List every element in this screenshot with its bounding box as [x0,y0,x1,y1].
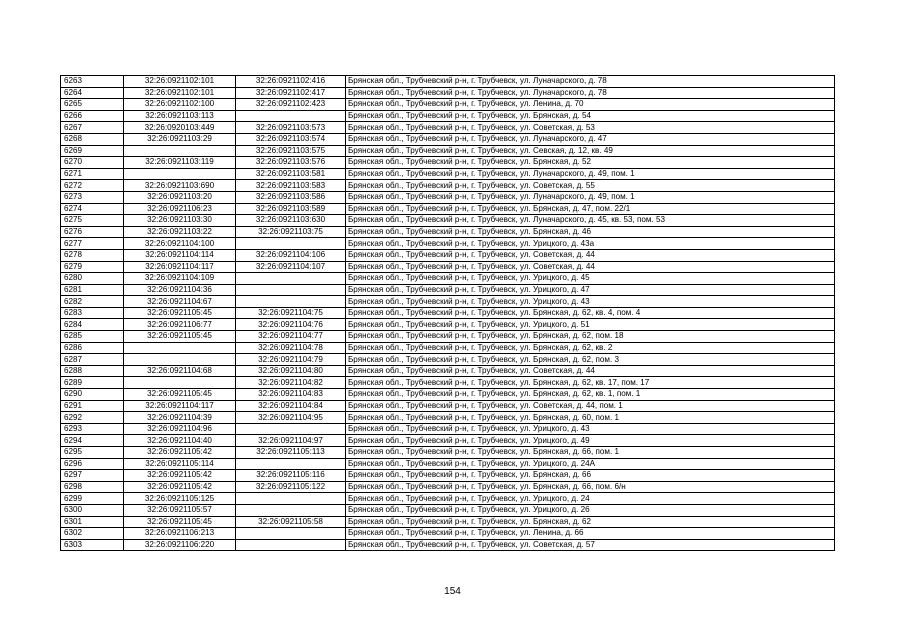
new-cadastral-number-cell [236,284,346,296]
old-cadastral-number-cell [124,168,236,180]
new-cadastral-number-cell: 32:26:0921105:122 [236,481,346,493]
old-cadastral-number-cell [124,342,236,354]
old-cadastral-number-cell: 32:26:0921104:117 [124,261,236,273]
new-cadastral-number-cell [236,296,346,308]
old-cadastral-number-cell: 32:26:0921104:40 [124,435,236,447]
address-cell: Брянская обл., Трубчевский р-н, г. Трубчевск, ул. Луначарского, д. 49, пом. 1 [346,168,835,180]
row-number-cell: 6264 [61,87,124,99]
old-cadastral-number-cell: 32:26:0921104:68 [124,365,236,377]
old-cadastral-number-cell: 32:26:0921104:36 [124,284,236,296]
old-cadastral-number-cell: 32:26:0921105:42 [124,447,236,459]
address-cell: Брянская обл., Трубчевский р-н, г. Трубчевск, ул. Луначарского, д. 78 [346,87,835,99]
old-cadastral-number-cell: 32:26:0921102:101 [124,87,236,99]
row-number-cell: 6282 [61,296,124,308]
table-row [61,447,835,459]
old-cadastral-number-cell: 32:26:0921103:22 [124,226,236,238]
old-cadastral-number-cell: 32:26:0921106:77 [124,319,236,331]
new-cadastral-number-cell [236,458,346,470]
row-number-cell: 6268 [61,133,124,145]
old-cadastral-number-cell [124,377,236,389]
row-number-cell: 6303 [61,539,124,551]
table-row [61,493,835,505]
row-number-cell: 6280 [61,273,124,285]
row-number-cell: 6294 [61,435,124,447]
row-number-cell: 6300 [61,504,124,516]
row-number-cell: 6279 [61,261,124,273]
row-number-cell: 6287 [61,354,124,366]
address-cell: Брянская обл., Трубчевский р-н, г. Трубчевск, ул. Ленина, д. 70 [346,99,835,111]
table-row [61,423,835,435]
table-row [61,215,835,227]
table-row [61,191,835,203]
address-cell: Брянская обл., Трубчевский р-н, г. Трубчевск, ул. Советская, д. 53 [346,122,835,134]
new-cadastral-number-cell: 32:26:0921104:82 [236,377,346,389]
table-row [61,470,835,482]
address-cell: Брянская обл., Трубчевский р-н, г. Трубчевск, ул. Брянская, д. 60, пом. 1 [346,412,835,424]
address-cell: Брянская обл., Трубчевский р-н, г. Трубчевск, ул. Советская, д. 44 [346,365,835,377]
new-cadastral-number-cell: 32:26:0921103:574 [236,133,346,145]
table-row [61,157,835,169]
row-number-cell: 6266 [61,110,124,122]
data-table [60,75,835,551]
row-number-cell: 6298 [61,481,124,493]
row-number-cell: 6293 [61,423,124,435]
address-cell: Брянская обл., Трубчевский р-н, г. Трубчевск, ул. Брянская, д. 62, кв. 1, пом. 1 [346,389,835,401]
new-cadastral-number-cell: 32:26:0921104:79 [236,354,346,366]
old-cadastral-number-cell: 32:26:0921105:125 [124,493,236,505]
new-cadastral-number-cell: 32:26:0921104:84 [236,400,346,412]
old-cadastral-number-cell: 32:26:0921104:109 [124,273,236,285]
address-cell: Брянская обл., Трубчевский р-н, г. Трубчевск, ул. Брянская, д. 62, пом. 18 [346,331,835,343]
table-row [61,516,835,528]
address-cell: Брянская обл., Трубчевский р-н, г. Трубчевск, ул. Севская, д. 12, кв. 49 [346,145,835,157]
table-row [61,180,835,192]
table-row [61,110,835,122]
new-cadastral-number-cell: 32:26:0921104:83 [236,389,346,401]
table-row [61,261,835,273]
address-cell: Брянская обл., Трубчевский р-н, г. Трубчевск, ул. Брянская, д. 62, кв. 2 [346,342,835,354]
table-row [61,76,835,88]
table-row [61,307,835,319]
old-cadastral-number-cell: 32:26:0921102:101 [124,76,236,88]
row-number-cell: 6281 [61,284,124,296]
table-row [61,400,835,412]
row-number-cell: 6272 [61,180,124,192]
table-row [61,528,835,540]
new-cadastral-number-cell [236,238,346,250]
new-cadastral-number-cell: 32:26:0921103:75 [236,226,346,238]
old-cadastral-number-cell: 32:26:0921105:45 [124,331,236,343]
new-cadastral-number-cell: 32:26:0921104:107 [236,261,346,273]
address-cell: Брянская обл., Трубчевский р-н, г. Трубчевск, ул. Брянская, д. 54 [346,110,835,122]
row-number-cell: 6295 [61,447,124,459]
old-cadastral-number-cell [124,354,236,366]
address-cell: Брянская обл., Трубчевский р-н, г. Трубчевск, ул. Урицкого, д. 43 [346,296,835,308]
address-cell: Брянская обл., Трубчевский р-н, г. Трубчевск, ул. Урицкого, д. 43 [346,423,835,435]
old-cadastral-number-cell: 32:26:0921104:67 [124,296,236,308]
row-number-cell: 6269 [61,145,124,157]
old-cadastral-number-cell: 32:26:0921103:20 [124,191,236,203]
table-row [61,389,835,401]
row-number-cell: 6290 [61,389,124,401]
row-number-cell: 6299 [61,493,124,505]
new-cadastral-number-cell: 32:26:0921104:106 [236,249,346,261]
address-cell: Брянская обл., Трубчевский р-н, г. Трубчевск, ул. Урицкого, д. 24 [346,493,835,505]
table-row [61,133,835,145]
new-cadastral-number-cell: 32:26:0921102:423 [236,99,346,111]
row-number-cell: 6284 [61,319,124,331]
new-cadastral-number-cell: 32:26:0921103:589 [236,203,346,215]
old-cadastral-number-cell: 32:26:0921105:42 [124,481,236,493]
row-number-cell: 6270 [61,157,124,169]
old-cadastral-number-cell: 32:26:0921105:45 [124,389,236,401]
address-cell: Брянская обл., Трубчевский р-н, г. Трубчевск, ул. Брянская, д. 66 [346,470,835,482]
new-cadastral-number-cell: 32:26:0921104:77 [236,331,346,343]
new-cadastral-number-cell: 32:26:0921103:581 [236,168,346,180]
new-cadastral-number-cell: 32:26:0921105:113 [236,447,346,459]
address-cell: Брянская обл., Трубчевский р-н, г. Трубчевск, ул. Луначарского, д. 49, пом. 1 [346,191,835,203]
old-cadastral-number-cell: 32:26:0921103:29 [124,133,236,145]
table-row [61,377,835,389]
old-cadastral-number-cell: 32:26:0921104:100 [124,238,236,250]
old-cadastral-number-cell [124,145,236,157]
table-row [61,481,835,493]
new-cadastral-number-cell: 32:26:0921102:416 [236,76,346,88]
old-cadastral-number-cell: 32:26:0921103:690 [124,180,236,192]
new-cadastral-number-cell: 32:26:0921103:576 [236,157,346,169]
table-row [61,145,835,157]
row-number-cell: 6286 [61,342,124,354]
address-cell: Брянская обл., Трубчевский р-н, г. Трубчевск, ул. Брянская, д. 47, пом. 22/1 [346,203,835,215]
new-cadastral-number-cell: 32:26:0921104:76 [236,319,346,331]
row-number-cell: 6297 [61,470,124,482]
address-cell: Брянская обл., Трубчевский р-н, г. Трубчевск, ул. Урицкого, д. 51 [346,319,835,331]
address-cell: Брянская обл., Трубчевский р-н, г. Трубчевск, ул. Советская, д. 44 [346,249,835,261]
address-cell: Брянская обл., Трубчевский р-н, г. Трубчевск, ул. Луначарского, д. 78 [346,76,835,88]
new-cadastral-number-cell [236,110,346,122]
address-cell: Брянская обл., Трубчевский р-н, г. Трубчевск, ул. Луначарского, д. 47 [346,133,835,145]
table-row [61,435,835,447]
new-cadastral-number-cell: 32:26:0921104:75 [236,307,346,319]
row-number-cell: 6263 [61,76,124,88]
new-cadastral-number-cell: 32:26:0921104:78 [236,342,346,354]
table-row [61,504,835,516]
new-cadastral-number-cell: 32:26:0921105:58 [236,516,346,528]
table-row [61,539,835,551]
old-cadastral-number-cell: 32:26:0921105:114 [124,458,236,470]
row-number-cell: 6288 [61,365,124,377]
row-number-cell: 6278 [61,249,124,261]
row-number-cell: 6285 [61,331,124,343]
address-cell: Брянская обл., Трубчевский р-н, г. Трубчевск, ул. Брянская, д. 66, пом. 6/н [346,481,835,493]
address-cell: Брянская обл., Трубчевский р-н, г. Трубчевск, ул. Урицкого, д. 26 [346,504,835,516]
new-cadastral-number-cell [236,539,346,551]
address-cell: Брянская обл., Трубчевский р-н, г. Трубчевск, ул. Брянская, д. 52 [346,157,835,169]
new-cadastral-number-cell: 32:26:0921103:573 [236,122,346,134]
row-number-cell: 6292 [61,412,124,424]
row-number-cell: 6283 [61,307,124,319]
row-number-cell: 6277 [61,238,124,250]
old-cadastral-number-cell: 32:26:0920103:449 [124,122,236,134]
table-row [61,331,835,343]
address-cell: Брянская обл., Трубчевский р-н, г. Трубчевск, ул. Урицкого, д. 24А [346,458,835,470]
table-row [61,99,835,111]
address-cell: Брянская обл., Трубчевский р-н, г. Трубчевск, ул. Урицкого, д. 45 [346,273,835,285]
table-row [61,203,835,215]
new-cadastral-number-cell [236,528,346,540]
row-number-cell: 6265 [61,99,124,111]
table-row [61,412,835,424]
row-number-cell: 6301 [61,516,124,528]
table-row [61,296,835,308]
address-cell: Брянская обл., Трубчевский р-н, г. Трубчевск, ул. Ленина, д. 66 [346,528,835,540]
row-number-cell: 6296 [61,458,124,470]
address-cell: Брянская обл., Трубчевский р-н, г. Трубчевск, ул. Брянская, д. 62, кв. 17, пом. 17 [346,377,835,389]
new-cadastral-number-cell: 32:26:0921103:583 [236,180,346,192]
table-row [61,87,835,99]
old-cadastral-number-cell: 32:26:0921106:23 [124,203,236,215]
old-cadastral-number-cell: 32:26:0921103:113 [124,110,236,122]
old-cadastral-number-cell: 32:26:0921104:117 [124,400,236,412]
new-cadastral-number-cell: 32:26:0921105:116 [236,470,346,482]
old-cadastral-number-cell: 32:26:0921105:45 [124,307,236,319]
row-number-cell: 6273 [61,191,124,203]
new-cadastral-number-cell: 32:26:0921103:630 [236,215,346,227]
row-number-cell: 6267 [61,122,124,134]
address-cell: Брянская обл., Трубчевский р-н, г. Трубчевск, ул. Советская, д. 55 [346,180,835,192]
row-number-cell: 6291 [61,400,124,412]
row-number-cell: 6271 [61,168,124,180]
old-cadastral-number-cell: 32:26:0921104:114 [124,249,236,261]
new-cadastral-number-cell: 32:26:0921104:95 [236,412,346,424]
address-cell: Брянская обл., Трубчевский р-н, г. Трубчевск, ул. Советская, д. 44, пом. 1 [346,400,835,412]
table-row [61,354,835,366]
table-row [61,458,835,470]
table-row [61,226,835,238]
address-cell: Брянская обл., Трубчевский р-н, г. Трубчевск, ул. Урицкого, д. 43а [346,238,835,250]
old-cadastral-number-cell: 32:26:0921103:30 [124,215,236,227]
address-cell: Брянская обл., Трубчевский р-н, г. Трубчевск, ул. Брянская, д. 46 [346,226,835,238]
table-body [61,76,835,551]
table-row [61,273,835,285]
new-cadastral-number-cell: 32:26:0921102:417 [236,87,346,99]
address-cell: Брянская обл., Трубчевский р-н, г. Трубчевск, ул. Брянская, д. 62, пом. 3 [346,354,835,366]
address-cell: Брянская обл., Трубчевский р-н, г. Трубчевск, ул. Брянская, д. 66, пом. 1 [346,447,835,459]
old-cadastral-number-cell: 32:26:0921104:39 [124,412,236,424]
address-cell: Брянская обл., Трубчевский р-н, г. Трубчевск, ул. Брянская, д. 62, кв. 4, пом. 4 [346,307,835,319]
old-cadastral-number-cell: 32:26:0921103:119 [124,157,236,169]
address-cell: Брянская обл., Трубчевский р-н, г. Трубчевск, ул. Урицкого, д. 49 [346,435,835,447]
new-cadastral-number-cell [236,504,346,516]
old-cadastral-number-cell: 32:26:0921105:42 [124,470,236,482]
old-cadastral-number-cell: 32:26:0921102:100 [124,99,236,111]
row-number-cell: 6274 [61,203,124,215]
row-number-cell: 6276 [61,226,124,238]
new-cadastral-number-cell [236,273,346,285]
page-number: 154 [444,586,461,597]
row-number-cell: 6302 [61,528,124,540]
new-cadastral-number-cell: 32:26:0921103:575 [236,145,346,157]
new-cadastral-number-cell: 32:26:0921104:97 [236,435,346,447]
old-cadastral-number-cell: 32:26:0921106:213 [124,528,236,540]
address-cell: Брянская обл., Трубчевский р-н, г. Трубчевск, ул. Советская, д. 57 [346,539,835,551]
new-cadastral-number-cell [236,423,346,435]
table-row [61,122,835,134]
table-row [61,284,835,296]
table-row [61,249,835,261]
row-number-cell: 6275 [61,215,124,227]
new-cadastral-number-cell: 32:26:0921104:80 [236,365,346,377]
new-cadastral-number-cell: 32:26:0921103:586 [236,191,346,203]
address-cell: Брянская обл., Трубчевский р-н, г. Трубчевск, ул. Брянская, д. 62 [346,516,835,528]
table-row [61,238,835,250]
table-row [61,342,835,354]
old-cadastral-number-cell: 32:26:0921105:57 [124,504,236,516]
old-cadastral-number-cell: 32:26:0921104:96 [124,423,236,435]
address-cell: Брянская обл., Трубчевский р-н, г. Трубчевск, ул. Урицкого, д. 47 [346,284,835,296]
table-row [61,168,835,180]
row-number-cell: 6289 [61,377,124,389]
table-row [61,319,835,331]
new-cadastral-number-cell [236,493,346,505]
address-cell: Брянская обл., Трубчевский р-н, г. Трубчевск, ул. Советская, д. 44 [346,261,835,273]
old-cadastral-number-cell: 32:26:0921106:220 [124,539,236,551]
address-cell: Брянская обл., Трубчевский р-н, г. Трубчевск, ул. Луначарского, д. 45, кв. 53, пом. 53 [346,215,835,227]
table-row [61,365,835,377]
old-cadastral-number-cell: 32:26:0921105:45 [124,516,236,528]
